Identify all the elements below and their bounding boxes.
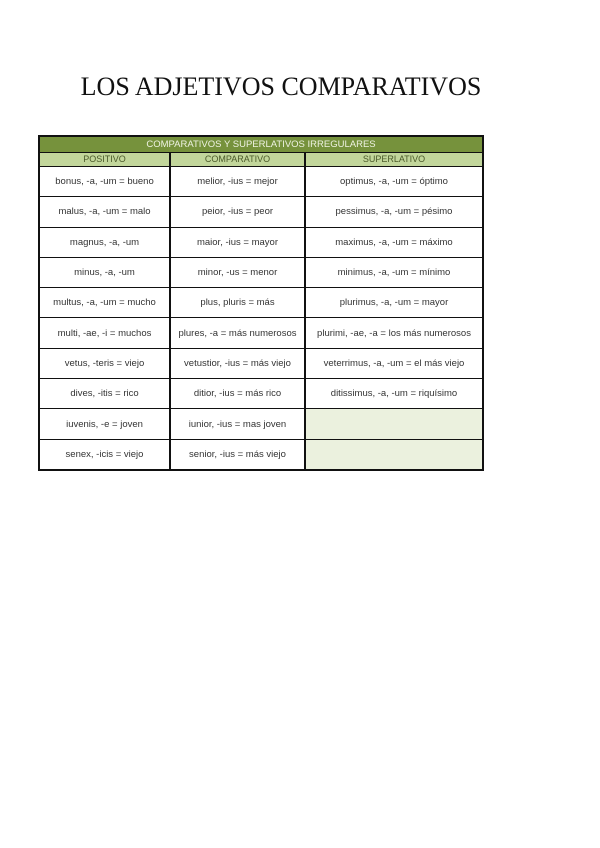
table-row	[40, 378, 482, 408]
superlativo-cell	[306, 440, 482, 469]
comparativo-cell: ditior, -ius = más rico	[171, 379, 306, 408]
comparativo-cell: plus, pluris = más	[171, 288, 306, 317]
comparativo-cell: vetustior, -ius = más viejo	[171, 349, 306, 378]
table-body	[40, 166, 482, 469]
table-row	[40, 257, 482, 287]
header-superlativo: SUPERLATIVO	[306, 153, 482, 166]
table-header-row	[40, 153, 482, 166]
superlativo-cell: maximus, -a, -um = máximo	[335, 236, 453, 248]
positivo-cell: malus, -a, -um = malo	[40, 197, 171, 226]
header-positivo: POSITIVO	[40, 153, 171, 166]
table-banner: COMPARATIVOS Y SUPERLATIVOS IRREGULARES	[40, 137, 482, 153]
table-row	[40, 317, 482, 347]
comparatives-table	[38, 135, 484, 471]
positivo-cell: bonus, -a, -um = bueno	[40, 167, 171, 196]
positivo-cell: senex, -icis = viejo	[40, 440, 171, 469]
positivo-cell: magnus, -a, -um	[40, 228, 171, 257]
positivo-cell: multi, -ae, -i = muchos	[40, 318, 171, 347]
table-row	[40, 408, 482, 438]
superlativo-cell: plurimus, -a, -um = mayor	[339, 297, 449, 309]
superlativo-cell: plurimi, -ae, -a = los más numerosos	[317, 327, 471, 339]
comparativo-cell: melior, -ius = mejor	[171, 167, 306, 196]
superlativo-cell: minimus, -a, -um = mínimo	[337, 267, 451, 279]
table-row	[40, 196, 482, 226]
positivo-cell: iuvenis, -e = joven	[40, 409, 171, 438]
superlativo-cell: ditissimus, -a, -um = riquísimo	[330, 388, 458, 400]
comparativo-cell: senior, -ius = más viejo	[171, 440, 306, 469]
positivo-cell: multus, -a, -um = mucho	[40, 288, 171, 317]
comparativo-cell: minor, -us = menor	[171, 258, 306, 287]
comparativo-cell: iunior, -ius = mas joven	[171, 409, 306, 438]
superlativo-cell	[306, 409, 482, 438]
page-title: LOS ADJETIVOS COMPARATIVOS	[80, 72, 482, 101]
comparativo-cell: peior, -ius = peor	[171, 197, 306, 226]
header-comparativo: COMPARATIVO	[171, 153, 306, 166]
table-row	[40, 166, 482, 196]
positivo-cell: minus, -a, -um	[40, 258, 171, 287]
superlativo-cell: veterrimus, -a, -um = el más viejo	[323, 357, 465, 369]
table-row	[40, 348, 482, 378]
comparativo-cell: maior, -ius = mayor	[171, 228, 306, 257]
comparativo-cell: plures, -a = más numerosos	[171, 318, 306, 347]
table-row	[40, 227, 482, 257]
positivo-cell: vetus, -teris = viejo	[40, 349, 171, 378]
positivo-cell: dives, -itis = rico	[40, 379, 171, 408]
superlativo-cell: pessimus, -a, -um = pésimo	[335, 206, 453, 218]
table-row	[40, 287, 482, 317]
superlativo-cell: optimus, -a, -um = óptimo	[340, 176, 448, 188]
table-row	[40, 439, 482, 469]
